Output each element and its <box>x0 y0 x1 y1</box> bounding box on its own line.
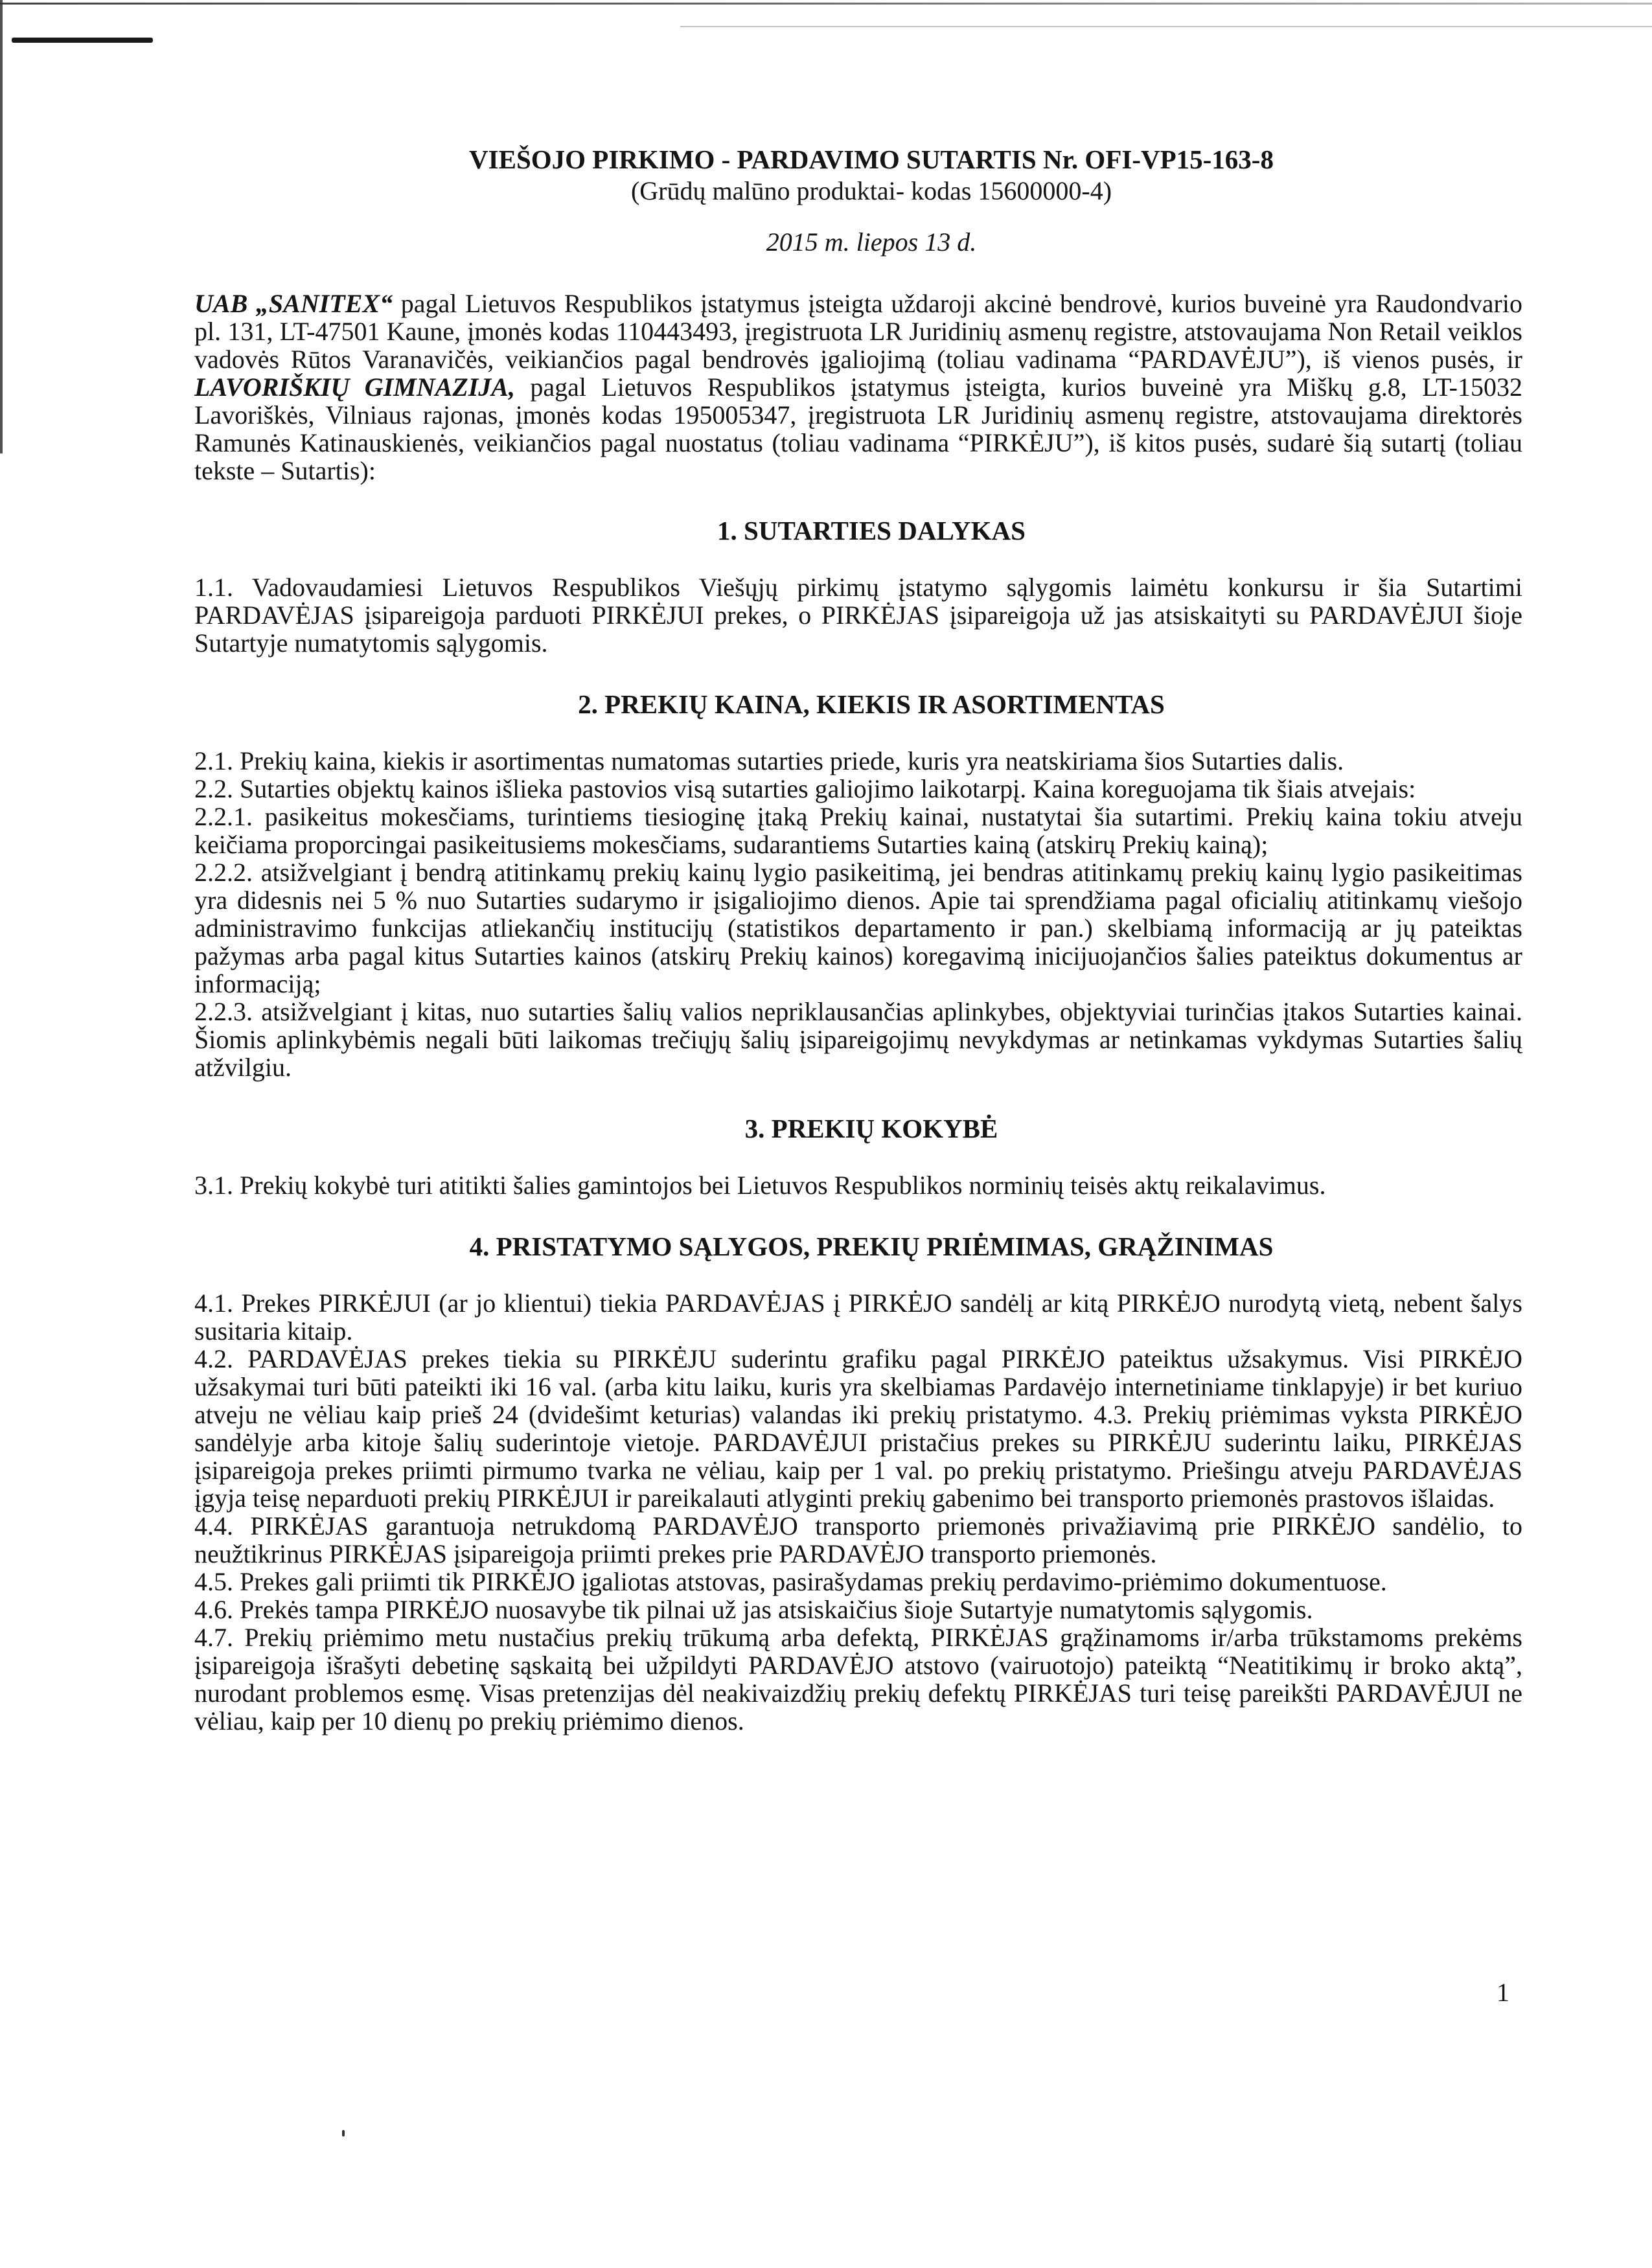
scan-speck <box>342 2130 345 2136</box>
clause-4-7: 4.7. Prekių priėmimo metu nustačius prekių trūkumą arba defektą, PIRKĖJAS grąžinamoms ir/arba trūkstamoms prekėms įsipareigoja išrašyti debetinę sąskaitą bei užpildyti PARDAVĖJO atstovo (vairuotojo) pateiktą “Neatitikimų ir broko aktą”, nurodant problemos esmę. Visas pretenzijas dėl neakivaizdžių prekių defektų PIRKĖJAS turi teisę pareikšti PARDAVĖJUI ne vėliau, kaip per 10 dienų po prekių priėmimo dienos. <box>194 1623 1522 1735</box>
scan-pen-mark <box>12 38 153 43</box>
parties-text-part2: pagal Lietuvos Respublikos įstatymus įsteigta, kurios buveinė yra Miškų g.8, LT-15032 Lavoriškės, Vilniaus rajonas, įmonės kodas 195005347, įregistruota LR Juridinių asmenų registre, atstovaujama direktorės Ramunės Katinauskienės, veikiančios pagal nuostatus (toliau vadinama “PIRKĖJU”), iš kitos pusės, sudarė šią sutartį (toliau tekste – Sutartis): <box>194 372 1522 485</box>
clause-1-1: 1.1. Vadovaudamiesi Lietuvos Respublikos Viešųjų pirkimų įstatymo sąlygomis laimėtu konkursu ir šia Sutartimi PARDAVĖJAS įsipareigoja parduoti PIRKĖJUI prekes, o PIRKĖJAS įsipareigoja už jas atsiskaityti su PARDAVĖJUI šioje Sutartyje numatytomis sąlygomis. <box>194 573 1522 658</box>
clause-3-1: 3.1. Prekių kokybė turi atitikti šalies gamintojos bei Lietuvos Respublikos norminių teisės aktų reikalavimus. <box>194 1171 1326 1200</box>
section-heading: 1. SUTARTIES DALYKAS <box>717 516 1026 545</box>
section-heading: 2. PREKIŲ KAINA, KIEKIS IR ASORTIMENTAS <box>578 689 1165 719</box>
clause-4-4: 4.4. PIRKĖJAS garantuoja netrukdomą PARDAVĖJO transporto priemonės privažiavimą prie PIRKĖJO sandėlio, to neužtikrinus PIRKĖJAS įsipareigoja priimti prekes prie PARDAVĖJO transporto priemonės. <box>194 1511 1522 1568</box>
clause-2-1: 2.1. Prekių kaina, kiekis ir asortimentas numatomas sutarties priede, kuris yra neatskiriama šios Sutarties dalis. <box>194 746 1344 775</box>
document-page <box>194 146 1522 1769</box>
clause-2-2-3: 2.2.3. atsižvelgiant į kitas, nuo sutarties šalių valios nepriklausančias aplinkybes, objektyviai turinčias įtakos Sutarties kainai. Šiomis aplinkybėmis negali būti laikomas trečiųjų šalių įsipareigojimų nevykdymas ar netinkamas vykdymas Sutarties šalių atžvilgiu. <box>194 997 1522 1082</box>
clause-2-2: 2.2. Sutarties objektų kainos išlieka pastovios visą sutarties galiojimo laikotarpį. Kaina koreguojama tik šiais atvejais: <box>194 774 1416 803</box>
section-heading: 4. PRISTATYMO SĄLYGOS, PREKIŲ PRIĖMIMAS, GRĄŽINIMAS <box>469 1231 1274 1261</box>
contract-title: VIEŠOJO PIRKIMO - PARDAVIMO SUTARTIS Nr. OFI-VP15-163-8 <box>469 144 1274 174</box>
scan-edge-left <box>0 0 3 453</box>
section-price <box>194 691 1522 1081</box>
scan-edge-line-faint <box>680 26 1652 27</box>
clause-4-2: 4.2. PARDAVĖJAS prekes tiekia su PIRKĖJU suderintu grafiku pagal PIRKĖJO pateiktus užsakymus. Visi PIRKĖJO užsakymai turi būti pateikti iki 16 val. (arba kitu laiku, kuris yra skelbiamas Pardavėjo internetiniame tinklapyje) ir bet kuriuo atveju ne vėliau kaip prieš 24 (dvidešimt keturias) valandas iki prekių pristatymo. 4.3. Prekių priėmimas vyksta PIRKĖJO sandėlyje arba kitoje šalių suderintoje vietoje. PARDAVĖJUI pristačius prekes su PIRKĖJU suderintu laiku, PIRKĖJAS įsipareigoja prekes priimti pirmumo tvarka ne vėliau, kaip per 1 val. po prekių pristatymo. Priešingu atveju PARDAVĖJAS įgyja teisę neparduoti prekių PIRKĖJUI ir pareikalauti atlyginti prekių gabenimo bei transporto priemonės prastovos išlaidas. <box>194 1344 1522 1513</box>
contract-date: 2015 m. liepos 13 d. <box>766 227 977 257</box>
seller-name: UAB „SANITEX“ <box>194 289 393 318</box>
section-quality <box>194 1115 1522 1199</box>
scan-edge-line <box>0 3 1652 5</box>
buyer-name: LAVORIŠKIŲ GIMNAZIJA, <box>194 372 515 402</box>
clause-4-1: 4.1. Prekes PIRKĖJUI (ar jo klientui) tiekia PARDAVĖJAS į PIRKĖJO sandėlį ar kitą PIRKĖJO nurodytą vietą, nebent šalys susitaria kitaip. <box>194 1289 1522 1346</box>
section-subject <box>194 517 1522 657</box>
section-heading: 3. PREKIŲ KOKYBĖ <box>744 1114 998 1143</box>
contract-subtitle: (Grūdų malūno produktai- kodas 15600000-4) <box>630 176 1112 205</box>
clause-2-2-2: 2.2.2. atsižvelgiant į bendrą atitinkamų prekių kainų lygio pasikeitimą, jei bendras atitinkamų prekių kainų lygio pasikeitimas yra didesnis nei 5 % nuo Sutarties sudarymo ir įsigaliojimo dienos. Apie tai sprendžiama pagal oficialių atitinkamų viešojo administravimo funkcijas atliekančių institucijų (statistikos departamento ir pan.) skelbiamą informaciją ar jų pateiktas pažymas arba pagal kitus Sutarties kainos (atskirų Prekių kainos) koregavimą inicijuojančios šalies pateiktus dokumentus ar informaciją; <box>194 858 1522 998</box>
clause-2-2-1: 2.2.1. pasikeitus mokesčiams, turintiems tiesioginę įtaką Prekių kainai, nustatytai šia sutartimi. Prekių kaina tokiu atveju keičiama proporcingai pasikeitusiems mokesčiams, sudarantiems Sutarties kainą (atskirų Prekių kainą); <box>194 802 1522 859</box>
section-delivery <box>194 1233 1522 1735</box>
clause-4-5: 4.5. Prekes gali priimti tik PIRKĖJO įgaliotas atstovas, pasirašydamas prekių perdavimo-priėmimo dokumentuose. <box>194 1567 1387 1596</box>
parties-text-part1: pagal Lietuvos Respublikos įstatymus įsteigta uždaroji akcinė bendrovė, kurios buveinė yra Raudondvario pl. 131, LT-47501 Kaune, įmonės kodas 110443493, įregistruota LR Juridinių asmenų registre, atstovaujama Non Retail veiklos vadovės Rūtos Varanavičės, veikiančios pagal bendrovės įgaliojimą (toliau vadinama “PARDAVĖJU”), iš vienos pusės, ir <box>194 289 1522 374</box>
contract-parties-paragraph <box>194 290 1522 485</box>
clause-4-6: 4.6. Prekės tampa PIRKĖJO nuosavybe tik pilnai už jas atsiskaičius šioje Sutartyje numatytomis sąlygomis. <box>194 1595 1313 1624</box>
page-number: 1 <box>1497 1978 1509 2007</box>
